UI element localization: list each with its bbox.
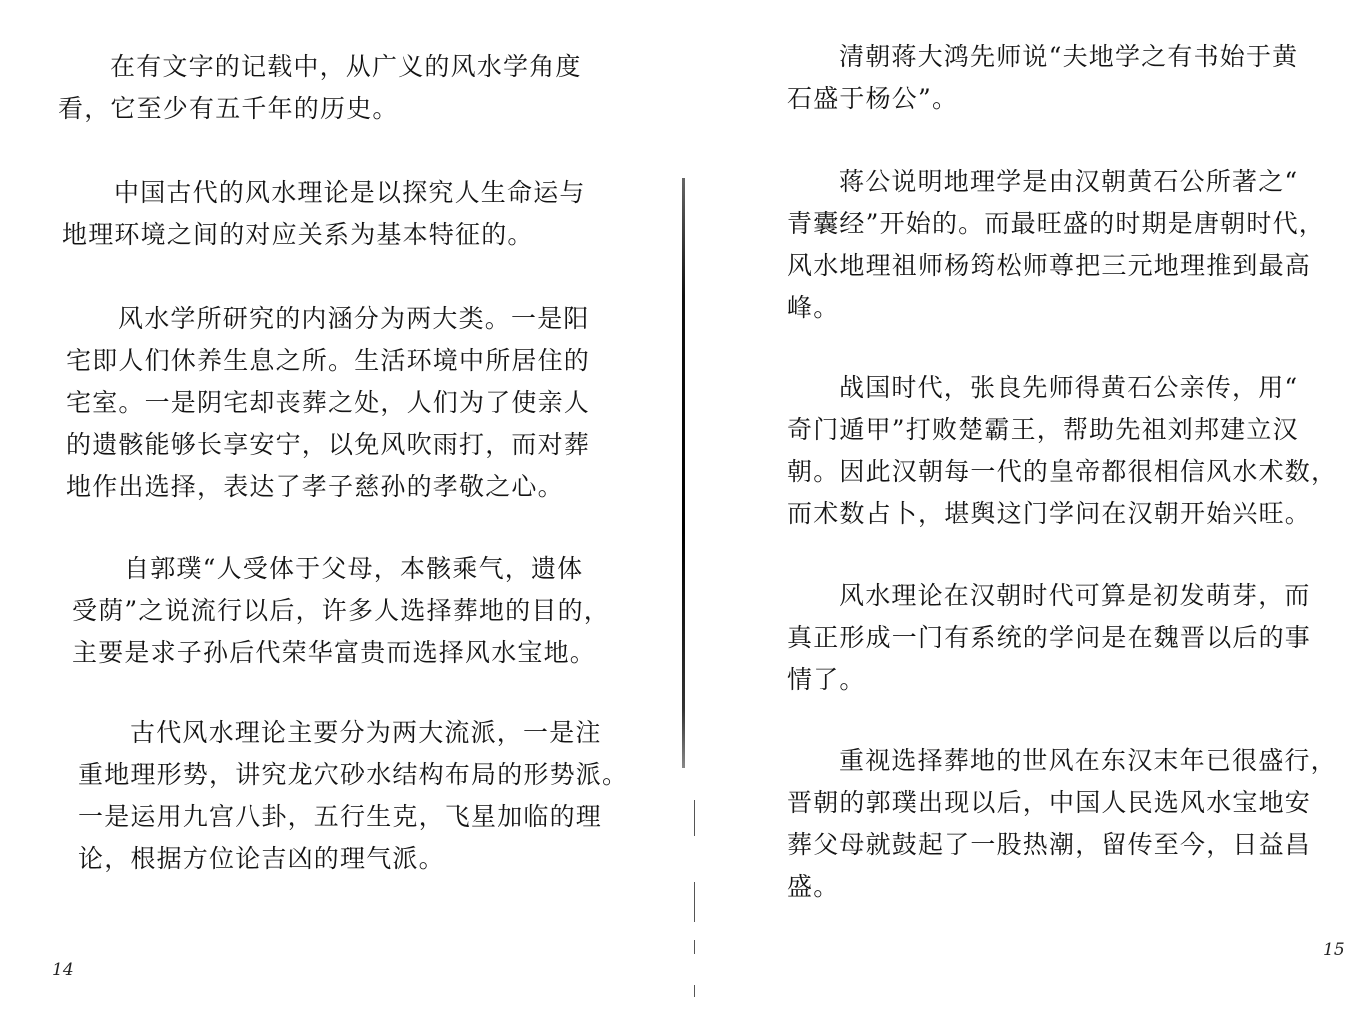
left-paragraph-1 — [58, 46, 582, 130]
right-paragraph-2 — [787, 161, 1325, 329]
right-paragraph-1 — [787, 36, 1298, 120]
right-paragraph-5 — [787, 740, 1337, 908]
left-paragraph-5 — [78, 712, 628, 880]
page-number-left: 14 — [52, 960, 74, 980]
text-line: 风水地理祖师杨筠松师尊把三元地理推到最高 — [787, 251, 1312, 280]
left-paragraph-3 — [66, 298, 590, 508]
text-line: 地作出选择，表达了孝子慈孙的孝敬之心。 — [66, 472, 564, 501]
text-line: 葬父母就鼓起了一股热潮，留传至今，日益昌 — [787, 830, 1312, 859]
right-paragraph-4 — [787, 575, 1311, 701]
text-line: 青囊经”开始的。而最旺盛的时期是唐朝时代， — [787, 209, 1325, 238]
text-line: 石盛于杨公”。 — [787, 84, 959, 113]
text-line: 一是运用九宫八卦，五行生克，飞星加临的理 — [78, 802, 603, 831]
text-line: 峰。 — [787, 293, 840, 322]
text-line: 中国古代的风水理论是以探究人生命运与 — [114, 178, 586, 207]
text-line: 自郭璞“人受体于父母，本骸乘气，遗体 — [124, 554, 584, 583]
text-line: 奇门遁甲”打败楚霸王，帮助先祖刘邦建立汉 — [787, 415, 1299, 444]
left-paragraph-2 — [62, 172, 586, 256]
right-page — [679, 0, 1357, 1018]
text-line: 风水学所研究的内涵分为两大类。一是阳 — [118, 304, 590, 333]
text-line: 的遗骸能够长享安宁，以免风吹雨打，而对葬 — [66, 430, 591, 459]
text-line: 晋朝的郭璞出现以后，中国人民选风水宝地安 — [787, 788, 1312, 817]
text-line: 清朝蒋大鸿先师说“夫地学之有书始于黄 — [839, 42, 1299, 71]
text-line: 古代风水理论主要分为两大流派，一是注 — [130, 718, 602, 747]
right-paragraph-3 — [787, 367, 1337, 535]
text-line: 真正形成一门有系统的学问是在魏晋以后的事 — [787, 623, 1312, 652]
text-line: 风水理论在汉朝时代可算是初发萌芽，而 — [839, 581, 1311, 610]
text-line: 重地理形势，讲究龙穴砂水结构布局的形势派。 — [78, 760, 629, 789]
text-line: 主要是求子孙后代荣华富贵而选择风水宝地。 — [72, 638, 597, 667]
text-line: 而术数占卜，堪舆这门学问在汉朝开始兴旺。 — [787, 499, 1312, 528]
text-line: 盛。 — [787, 872, 840, 901]
text-line: 情了。 — [787, 665, 866, 694]
text-line: 战国时代，张良先师得黄石公亲传，用“ — [839, 373, 1299, 402]
text-line: 重视选择葬地的世风在东汉末年已很盛行， — [839, 746, 1337, 775]
text-line: 朝。因此汉朝每一代的皇帝都很相信风水术数， — [787, 457, 1338, 486]
text-line: 看，它至少有五千年的历史。 — [58, 94, 399, 123]
text-line: 地理环境之间的对应关系为基本特征的。 — [62, 220, 534, 249]
text-line: 蒋公说明地理学是由汉朝黄石公所著之“ — [839, 167, 1299, 196]
text-line: 宅室。一是阴宅却丧葬之处，人们为了使亲人 — [66, 388, 591, 417]
page-number-right: 15 — [1323, 940, 1345, 960]
text-line: 在有文字的记载中，从广义的风水学角度 — [110, 52, 582, 81]
text-line: 宅即人们休养生息之所。生活环境中所居住的 — [66, 346, 591, 375]
text-line: 受荫”之说流行以后，许多人选择葬地的目的， — [72, 596, 610, 625]
left-page — [0, 0, 678, 1018]
text-line: 论，根据方位论吉凶的理气派。 — [78, 844, 445, 873]
left-paragraph-4 — [72, 548, 610, 674]
